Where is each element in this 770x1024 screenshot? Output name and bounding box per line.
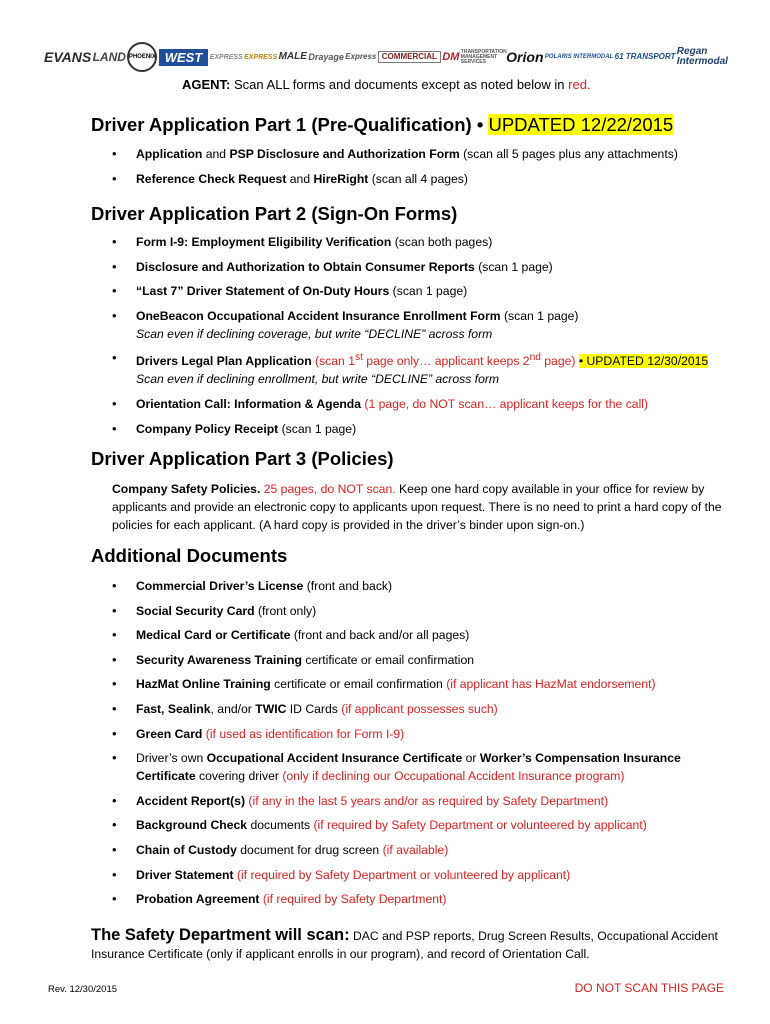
- partner-logos: [44, 40, 728, 74]
- list-item: • HazMat Online Training certificate or email confirmation (if applicant has HazMat endorsement): [112, 675, 732, 693]
- additional-list: [112, 577, 732, 915]
- revision-date: Rev. 12/30/2015: [48, 984, 118, 995]
- logo-evans: EVANS: [44, 49, 92, 65]
- part2-updated-badge: • UPDATED 12/30/2015: [578, 354, 709, 369]
- logo-61-transport: 61 TRANSPORT: [614, 52, 676, 61]
- part3-heading: Driver Application Part 3 (Policies): [91, 448, 394, 469]
- list-item: • Driver Statement (if required by Safety Department or volunteered by applicant): [112, 866, 732, 884]
- list-item: • Company Policy Receipt (scan 1 page): [112, 420, 732, 438]
- list-item: • Green Card (if used as identification for Form I-9): [112, 725, 732, 743]
- list-item: • Medical Card or Certificate (front and back and/or all pages): [112, 626, 732, 644]
- list-item: • Reference Check Request and HireRight (scan all 4 pages): [112, 170, 732, 188]
- logo-express-2: EXPRESS: [244, 53, 278, 61]
- logo-express-3: Express: [345, 52, 377, 61]
- list-item: • Disclosure and Authorization to Obtain Consumer Reports (scan 1 page): [112, 258, 732, 276]
- logo-orion: Orion: [506, 49, 544, 65]
- list-item: • Application and PSP Disclosure and Authorization Form (scan all 5 pages plus any attachments): [112, 145, 732, 163]
- logo-phoenix: PHOENIX: [127, 42, 157, 72]
- part1-heading: Driver Application Part 1 (Pre-Qualification) • UPDATED 12/22/2015: [91, 114, 674, 135]
- logo-express-1: EXPRESS: [209, 53, 243, 61]
- list-item: • Background Check documents (if required by Safety Department or volunteered by applicant): [112, 816, 732, 834]
- list-item: • OneBeacon Occupational Accident Insurance Enrollment Form (scan 1 page) Scan even if declining coverage, but write “DECLINE” across form: [112, 307, 732, 343]
- list-item: • Orientation Call: Information & Agenda (1 page, do NOT scan… applicant keeps for the call): [112, 395, 732, 413]
- safety-department-note: The Safety Department will scan: DAC and PSP reports, Drug Screen Results, Occupational Accident Insurance Certificate (only if applicant enrolls in our program), and record of Orientation Call.: [91, 926, 718, 961]
- logo-male: MALE: [278, 51, 307, 62]
- list-item: • Social Security Card (front only): [112, 602, 732, 620]
- part1-updated-badge: UPDATED 12/22/2015: [488, 114, 674, 135]
- list-item: • Security Awareness Training certificate or email confirmation: [112, 651, 732, 669]
- logo-polaris: POLARIS INTERMODAL: [544, 54, 614, 60]
- list-item: • “Last 7” Driver Statement of On-Duty Hours (scan 1 page): [112, 282, 732, 300]
- part3-paragraph: Company Safety Policies. 25 pages, do NOT scan. Keep one hard copy available in your office for review by applicants and provide an electronic copy to applicants upon request. There is no need to print a hard copy of the policies for each applicant. (A hard copy is provided in the driver’s binder upon sign-on.): [112, 482, 722, 532]
- list-item: • Driver’s own Occupational Accident Insurance Certificate or Worker’s Compensation Insurance Certificate covering driver (only if declining our Occupational Accident Insurance program): [112, 749, 732, 785]
- list-item: • Drivers Legal Plan Application (scan 1st page only… applicant keeps 2nd page) • UPDATED 12/30/2015 Scan even if declining enrollment, but write “DECLINE” across form: [112, 349, 732, 388]
- part1-list: [112, 145, 732, 194]
- logo-land: LAND: [92, 50, 126, 64]
- logo-regan-intermodal: Regan Intermodal: [676, 46, 728, 67]
- part2-heading: Driver Application Part 2 (Sign-On Forms): [91, 203, 458, 224]
- logo-dm: DM: [442, 50, 460, 63]
- do-not-scan-notice: DO NOT SCAN THIS PAGE: [574, 981, 724, 995]
- agent-instruction: AGENT: Scan ALL forms and documents except as noted below in red.: [182, 77, 591, 92]
- list-item: • Accident Report(s) (if any in the last 5 years and/or as required by Safety Department): [112, 792, 732, 810]
- logo-west: WEST: [159, 49, 209, 66]
- additional-heading: Additional Documents: [91, 545, 288, 566]
- list-item: • Commercial Driver’s License (front and back): [112, 577, 732, 595]
- logo-commercial: COMMERCIAL: [378, 51, 441, 63]
- list-item: • Chain of Custody document for drug screen (if available): [112, 841, 732, 859]
- list-item: • Fast, Sealink, and/or TWIC ID Cards (if applicant possesses such): [112, 700, 732, 718]
- list-item: • Probation Agreement (if required by Safety Department): [112, 890, 732, 908]
- list-item: • Form I-9: Employment Eligibility Verification (scan both pages): [112, 233, 732, 251]
- logo-drayage: Drayage: [308, 51, 344, 62]
- part2-list: [112, 233, 732, 444]
- logo-tms: TRANSPORTATION MANAGEMENT SERVICES: [460, 48, 507, 65]
